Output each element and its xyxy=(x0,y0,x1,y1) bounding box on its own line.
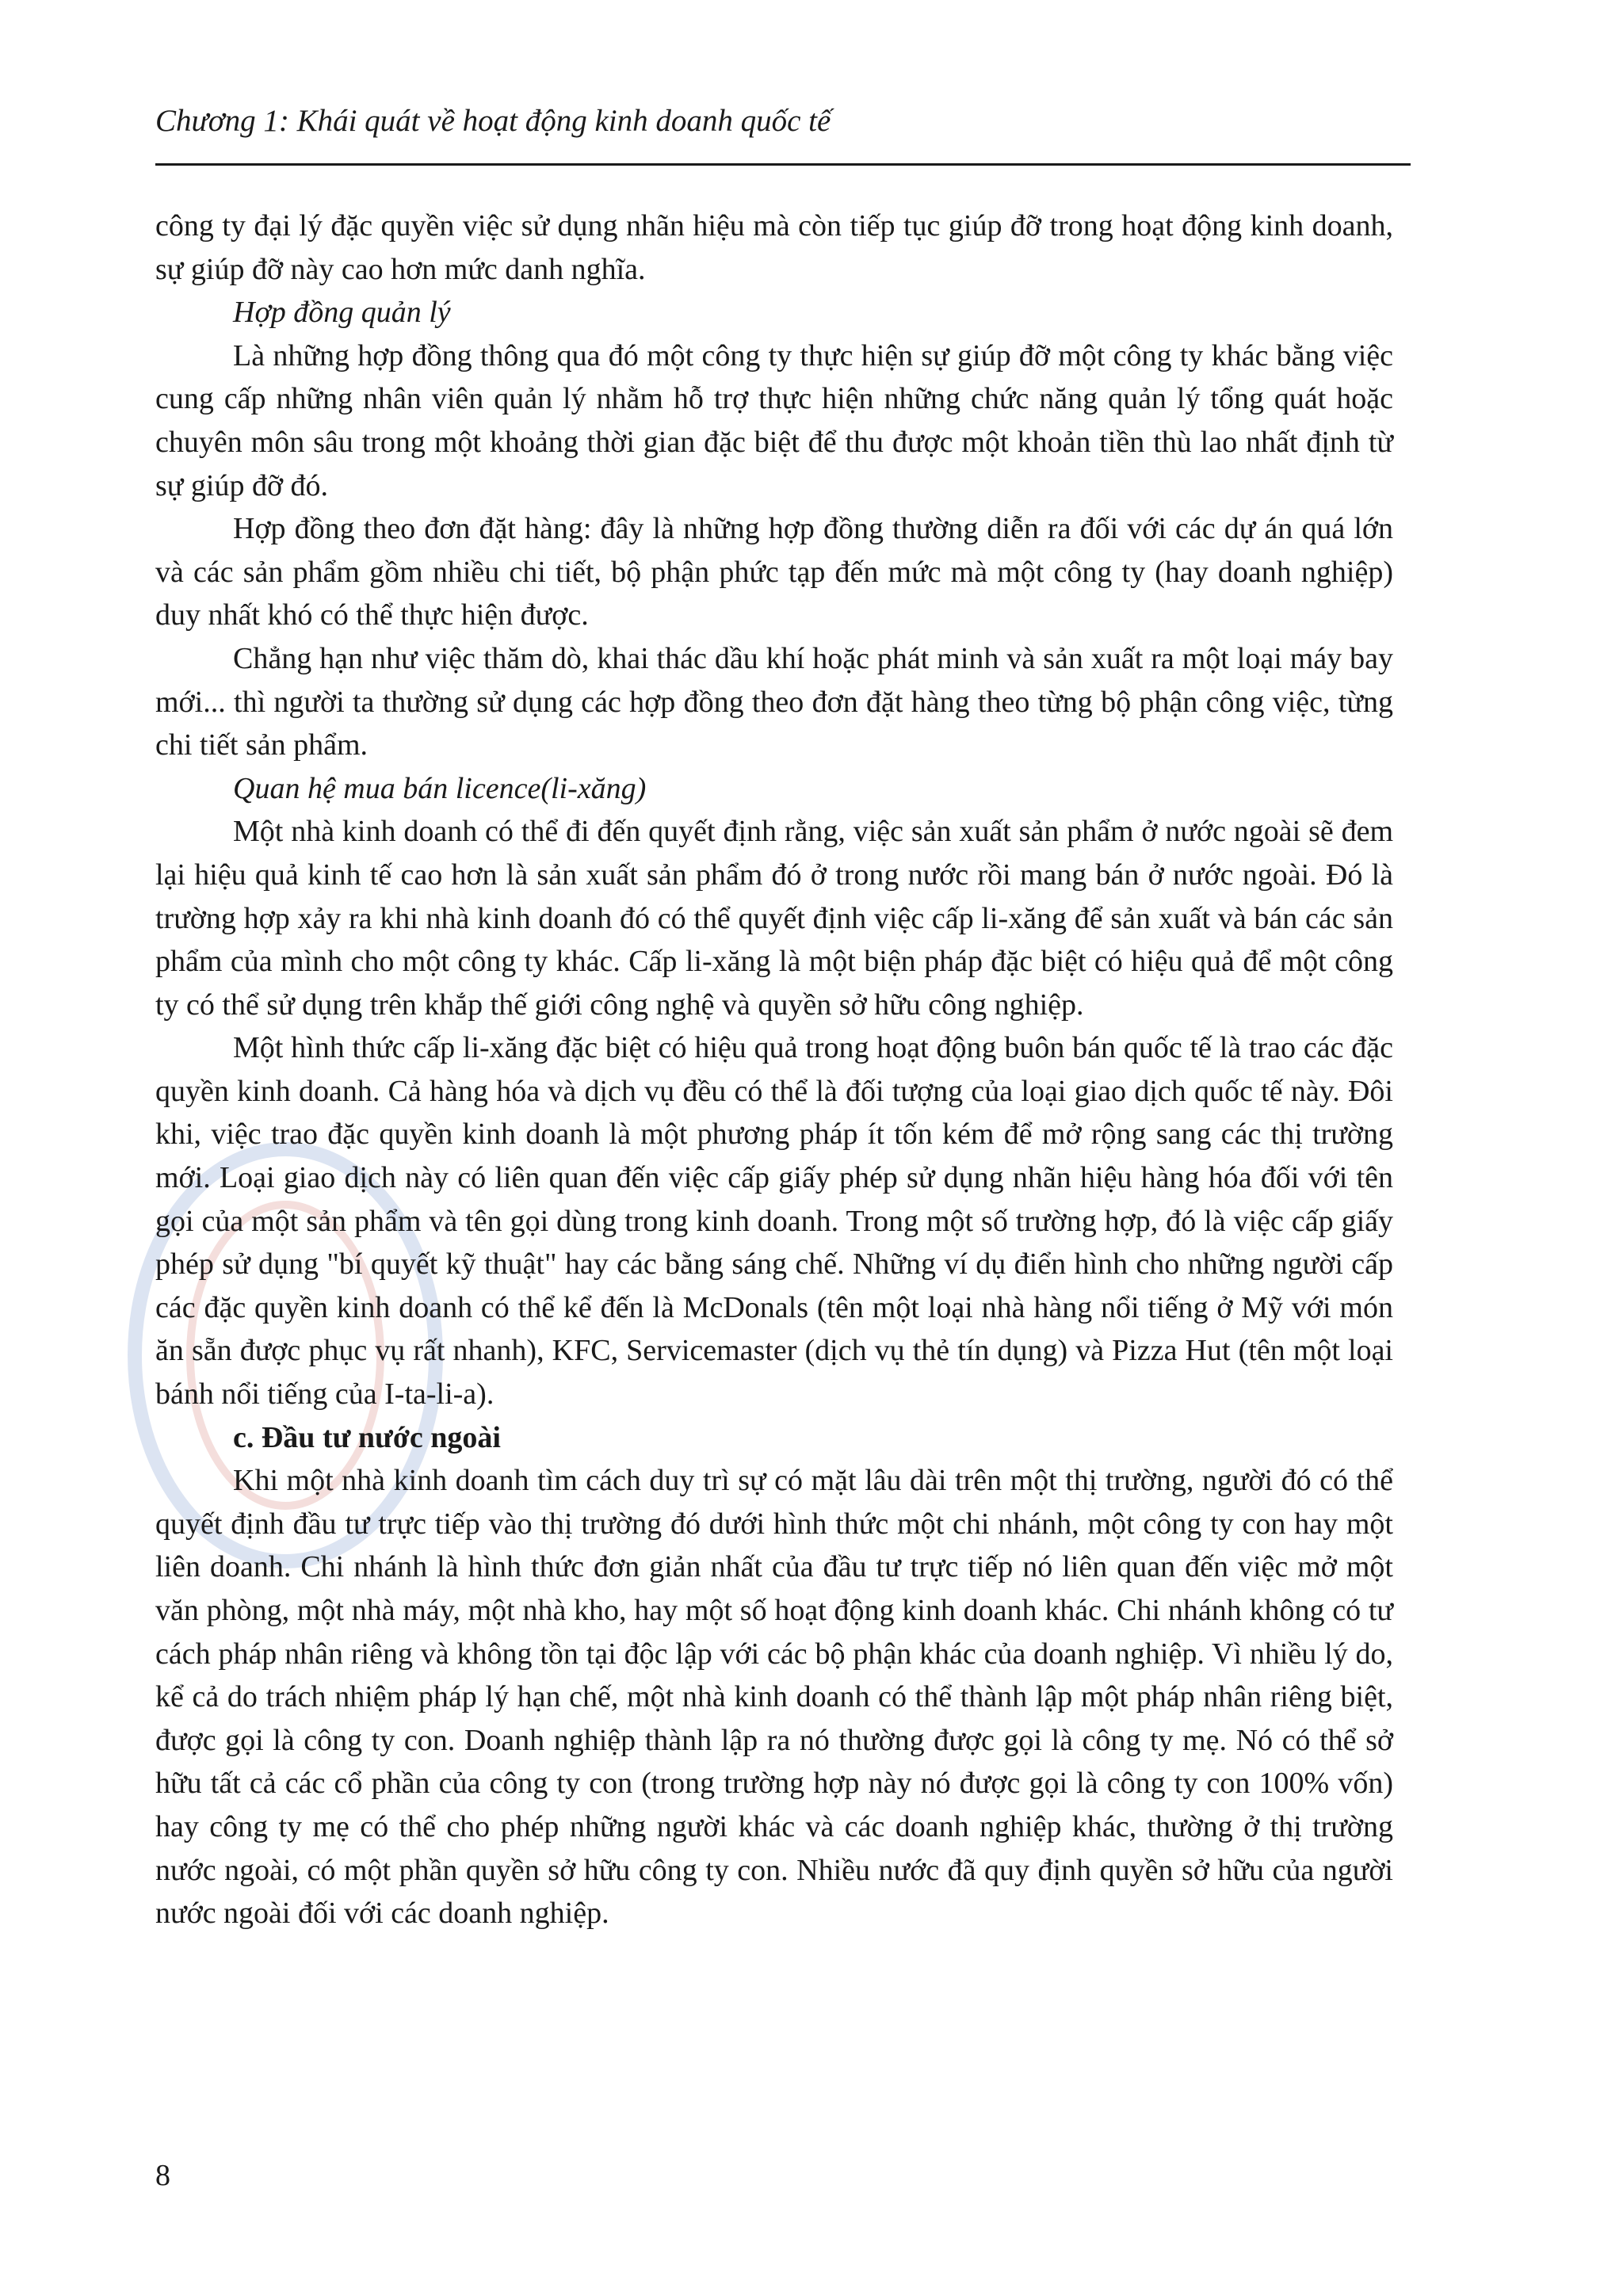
page-number: 8 xyxy=(155,2159,170,2192)
subheading-licence: Quan hệ mua bán licence(li-xăng) xyxy=(233,771,647,805)
paragraph-management-contract: Là những hợp đồng thông qua đó một công ty thực hiện sự giúp đỡ một công ty khác bằng việc cung cấp những nhân viên quản lý nhằm hỗ trợ thực hiện những chức năng quản lý tổng quát hoặc chuyên môn sâu trong một khoảng thời gian đặc biệt để thu được một khoản tiền thù lao nhất định từ sự giúp đỡ đó. xyxy=(155,338,1393,502)
paragraph-order-contract-example: Chẳng hạn như việc thăm dò, khai thác dầu khí hoặc phát minh và sản xuất ra một loại máy bay mới... thì người ta thường sử dụng các hợp đồng theo đơn đặt hàng theo từng bộ phận công việc, từng chi tiết sản phẩm. xyxy=(155,641,1393,762)
document-body xyxy=(155,204,1393,1935)
paragraph-order-contract: Hợp đồng theo đơn đặt hàng: đây là những hợp đồng thường diễn ra đối với các dự án quá lớn và các sản phẩm gồm nhiều chi tiết, bộ phận phức tạp đến mức mà một công ty (hay doanh nghiệp) duy nhất khó có thể thực hiện được. xyxy=(155,512,1393,632)
running-header-title: Chương 1: Khái quát về hoạt động kinh doanh quốc tế xyxy=(155,104,831,138)
paragraph-licence: Một nhà kinh doanh có thể đi đến quyết định rằng, việc sản xuất sản phẩm ở nước ngoài sẽ đem lại hiệu quả kinh tế cao hơn là sản xuất sản phẩm đó ở trong nước rồi mang bán ở nước ngoài. Đó là trường hợp xảy ra khi nhà kinh doanh đó có thể quyết định việc cấp li-xăng để sản xuất và bán các sản phẩm của mình cho một công ty khác. Cấp li-xăng là một biện pháp đặc biệt có hiệu quả để một công ty có thể sử dụng trên khắp thế giới công nghệ và quyền sở hữu công nghiệp. xyxy=(155,815,1393,1022)
paragraph-continuation: công ty đại lý đặc quyền việc sử dụng nhãn hiệu mà còn tiếp tục giúp đỡ trong hoạt động kinh doanh, sự giúp đỡ này cao hơn mức danh nghĩa. xyxy=(155,209,1393,286)
header-divider xyxy=(155,163,1411,166)
section-heading-foreign-investment: c. Đầu tư nước ngoài xyxy=(233,1420,501,1454)
subheading-management-contract: Hợp đồng quản lý xyxy=(233,296,451,330)
paragraph-foreign-investment: Khi một nhà kinh doanh tìm cách duy trì sự có mặt lâu dài trên một thị trường, người đó có thể quyết định đầu tư trực tiếp vào thị trường đó dưới hình thức một chi nhánh, một công ty con hay một liên doanh. Chi nhánh là hình thức đơn giản nhất của đầu tư trực tiếp nó liên quan đến việc mở một văn phòng, một nhà máy, một nhà kho, hay một số hoạt động kinh doanh khác. Chi nhánh không có tư cách pháp nhân riêng và không tồn tại độc lập với các bộ phận khác của doanh nghiệp. Vì nhiều lý do, kể cả do trách nhiệm pháp lý hạn chế, một nhà kinh doanh có thể thành lập một pháp nhân riêng biệt, được gọi là công ty con. Doanh nghiệp thành lập ra nó thường được gọi là công ty mẹ. Nó có thể sở hữu tất cả các cổ phần của công ty con (trong trường hợp này nó được gọi là công ty con 100% vốn) hay công ty mẹ có thể cho phép những người khác và các doanh nghiệp khác, thường ở thị trường nước ngoài, có một phần quyền sở hữu công ty con. Nhiều nước đã quy định quyền sở hữu của người nước ngoài đối với các doanh nghiệp. xyxy=(155,1464,1393,1931)
paragraph-franchise: Một hình thức cấp li-xăng đặc biệt có hiệu quả trong hoạt động buôn bán quốc tế là trao các đặc quyền kinh doanh. Cả hàng hóa và dịch vụ đều có thể là đối tượng của loại giao dịch quốc tế này. Đôi khi, việc trao đặc quyền kinh doanh là một phương pháp ít tốn kém để mở rộng sang các thị trường mới. Loại giao dịch này có liên quan đến việc cấp giấy phép sử dụng nhãn hiệu hàng hóa đối với tên gọi của một sản phẩm và tên gọi dùng trong kinh doanh. Trong một số trường hợp, đó là việc cấp giấy phép sử dụng "bí quyết kỹ thuật" hay các bằng sáng chế. Những ví dụ điển hình cho những người cấp các đặc quyền kinh doanh có thể kể đến là McDonals (tên một loại nhà hàng nổi tiếng ở Mỹ với món ăn sẵn được phục vụ rất nhanh), KFC, Servicemaster (dịch vụ thẻ tín dụng) và Pizza Hut (tên một loại bánh nổi tiếng của I-ta-li-a). xyxy=(155,1031,1393,1412)
